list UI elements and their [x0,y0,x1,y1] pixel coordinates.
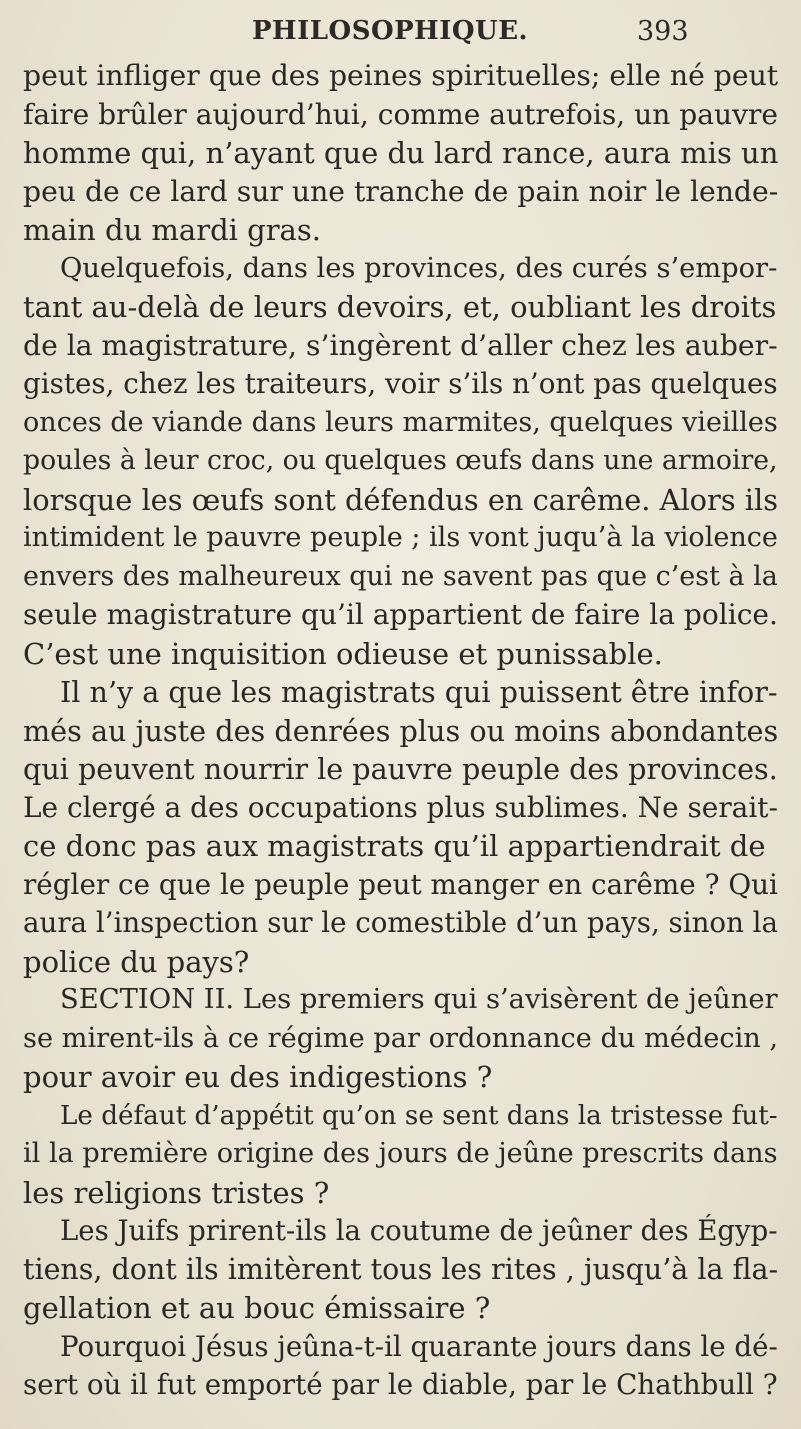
text-line: Il n’y a que les magistrats qui puissent être infor- [60,675,778,710]
text-line: ce donc pas aux magistrats qu’il appartiendrait de [23,829,766,864]
text-line: SECTION II. Les premiers qui s’avisèrent de jeûner [60,984,778,1016]
text-line: faire brûler aujourd’hui, comme autrefois, un pauvre [23,97,779,131]
text-line: il la première origine des jours de jeûne prescrits dans [23,1138,778,1170]
text-line: se mirent-ils à ce régime par ordonnance du médecin , [23,1022,779,1054]
text-line: régler ce que le peuple peut manger en carême ? Qui [23,867,778,901]
text-line: aura l’inspection sur le comestible d’un pays, sinon la [23,906,779,940]
text-line: envers des malheureux qui ne savent pas que c’est à la [23,560,778,592]
page-number: 393 [637,16,689,47]
text-line: més au juste des denrées plus ou moins abondantes [23,713,779,748]
text-line: tiens, dont ils imitèrent tous les rites , jusqu’à la fla- [23,1252,779,1286]
text-line: Le clergé a des occupations plus sublimes. Ne serait- [23,790,778,824]
text-line: qui peuvent nourrir le pauvre peuple des provinces. [23,752,778,787]
text-line: homme qui, n’ayant que du lard rance, aura mis un [23,136,779,171]
text-line: pour avoir eu des indigestions ? [23,1060,493,1095]
text-line: main du mardi gras. [23,213,321,248]
text-line: Le défaut d’appétit qu’on se sent dans la tristesse fut- [60,1100,778,1131]
text-line: peut infliger que des peines spirituelles; elle né peut [23,59,779,92]
page-header [0,16,801,56]
text-line: tant au-delà de leurs devoirs, et, oubliant les droits [23,290,777,325]
text-line: onces de viande dans leurs marmites, quelques vieilles [23,406,778,438]
text-line: intimident le pauvre peuple ; ils vont juqu’à la violence [23,522,778,554]
text-line: peu de ce lard sur une tranche de pain noir le lende- [23,174,779,208]
text-line: gellation et au bouc émissaire ? [23,1291,491,1326]
text-line: poules à leur croc, ou quelques œufs dans une armoire, [23,445,778,477]
text-line: gistes, chez les traiteurs, voir s’ils n’ont pas quelques [23,367,778,401]
text-line: lorsque les œufs sont défendus en carême. Alors ils [23,482,779,517]
text-line: C’est une inquisition odieuse et punissable. [23,636,663,671]
text-line: sert où il fut emporté par le diable, par le Chathbull ? [23,1368,778,1402]
running-head: PHILOSOPHIQUE. [252,16,529,46]
text-line: Les Juifs prirent-ils la coutume de jeûner des Égyp- [60,1215,778,1248]
text-line: de la magistrature, s’ingèrent d’aller chez les auber- [23,328,778,362]
text-line: seule magistrature qu’il appartient de faire la police. [23,598,778,632]
text-line: police du pays? [23,944,250,979]
text-line: Quelquefois, dans les provinces, des curés s’empor- [60,252,778,284]
text-line: Pourquoi Jésus jeûna-t-il quarante jours dans le dé- [60,1329,778,1363]
text-line: les religions tristes ? [23,1175,330,1210]
